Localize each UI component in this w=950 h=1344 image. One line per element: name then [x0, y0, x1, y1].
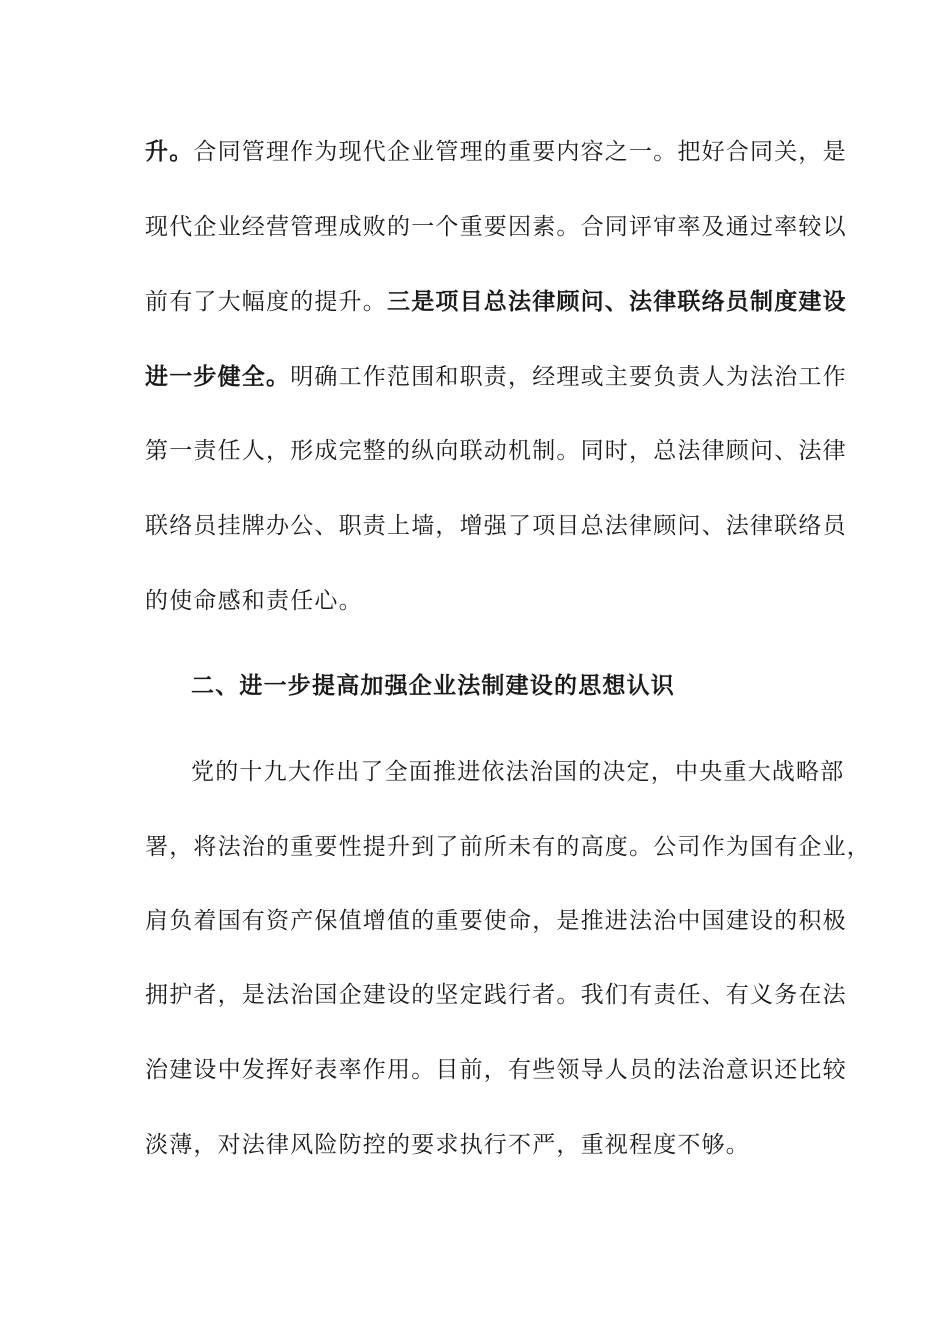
body-text-line [145, 362, 847, 392]
body-text-line [145, 137, 847, 167]
body-text-line [145, 287, 847, 317]
body-text-line: 署，将法治的重要性提升到了前所未有的高度。公司作为国有企业， [145, 834, 871, 860]
body-text: 前有了大幅度的提升。 [145, 289, 387, 315]
body-text: 明确工作范围和职责，经理或主要负责人为法治工作 [290, 364, 847, 390]
body-text-line: 现代企业经营管理成败的一个重要因素。合同评审率及通过率较以 [145, 214, 847, 240]
bold-text: 升。 [145, 138, 194, 165]
body-text-line: 拥护者，是法治国企建设的坚定践行者。我们有责任、有义务在法 [145, 982, 847, 1008]
body-text-line: 治建设中发挥好表率作用。目前，有些领导人员的法治意识还比较 [145, 1057, 847, 1083]
body-text-line: 淡薄，对法律风险防控的要求执行不严，重视程度不够。 [145, 1132, 750, 1158]
body-text-line: 第一责任人，形成完整的纵向联动机制。同时，总法律顾问、法律 [145, 438, 847, 464]
body-text-line: 肩负着国有资产保值增值的重要使命，是推进法治中国建设的积极 [145, 908, 847, 934]
body-text-line: 党的十九大作出了全面推进依法治国的决定，中央重大战略部 [191, 759, 845, 785]
body-text-line: 的使命感和责任心。 [145, 588, 363, 614]
section-heading: 二、进一步提高加强企业法制建设的思想认识 [191, 672, 675, 699]
body-text-line: 联络员挂牌办公、职责上墙，增强了项目总法律顾问、法律联络员 [145, 513, 847, 539]
body-text: 合同管理作为现代企业管理的重要内容之一。把好合同关，是 [193, 139, 847, 165]
bold-text: 进一步健全。 [145, 363, 291, 390]
bold-text: 三是项目总法律顾问、法律联络员制度建设 [387, 288, 847, 315]
